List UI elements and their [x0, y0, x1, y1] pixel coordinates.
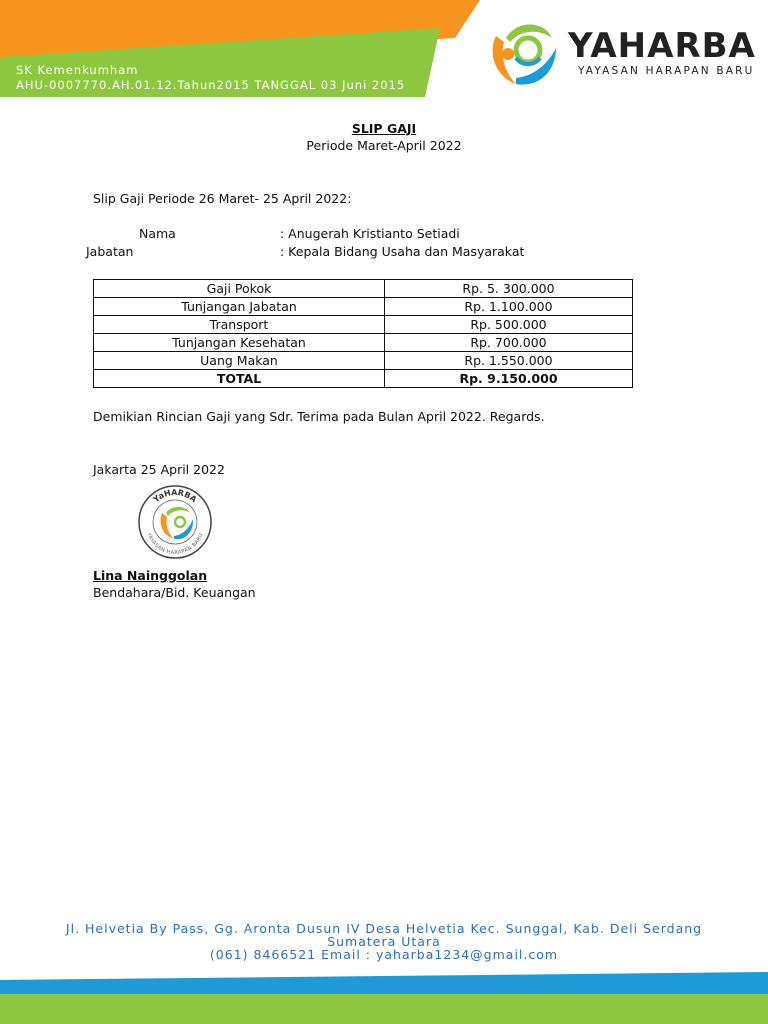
svg-text:YAYASAN HARAPAN BARU: YAYASAN HARAPAN BARU — [145, 532, 205, 557]
place-date: Jakarta 25 April 2022 — [93, 462, 225, 477]
footer-address-line-1: Jl. Helvetia By Pass, Gg. Aronta Dusun IV Desa Helvetia Kec. Sunggal, Kab. Deli Serdang — [65, 921, 703, 936]
amount-cell: Rp. 500.000 — [385, 316, 633, 334]
footer-address-line-2: Sumatera Utara — [327, 934, 441, 949]
table-row — [94, 298, 633, 316]
signer-role: Bendahara/Bid. Keuangan — [93, 585, 256, 600]
total-label-cell: TOTAL — [94, 370, 385, 388]
name-label: Nama — [139, 226, 176, 241]
stamp-seal-icon — [136, 483, 214, 561]
closing-text: Demikian Rincian Gaji yang Sdr. Terima pada Bulan April 2022. Regards. — [93, 409, 545, 424]
amount-cell: Rp. 700.000 — [385, 334, 633, 352]
signer-name: Lina Nainggolan — [93, 568, 208, 583]
document-period: Periode Maret-April 2022 — [306, 138, 462, 153]
sk-line-2: AHU-0007770.AH.01.12.Tahun2015 TANGGAL 03 Juni 2015 — [16, 78, 406, 92]
total-row — [94, 370, 633, 388]
name-value: : Anugerah Kristianto Setiadi — [280, 226, 460, 241]
brand-tagline: YAYASAN HARAPAN BARU — [578, 65, 755, 77]
item-cell: Tunjangan Jabatan — [94, 298, 385, 316]
footer-contact: (061) 8466521 Email : yaharba1234@gmail.com — [209, 947, 559, 962]
yaharba-logo-icon — [486, 18, 562, 88]
brand-name: YAHARBA — [568, 26, 756, 66]
svg-text:YaHARBA: YaHARBA — [151, 487, 199, 505]
sk-kemenkumham-text — [16, 63, 405, 93]
amount-cell: Rp. 1.550.000 — [385, 352, 633, 370]
table-row — [94, 316, 633, 334]
item-cell: Uang Makan — [94, 352, 385, 370]
footer-banner — [0, 966, 768, 1024]
table-row — [94, 352, 633, 370]
table-row — [94, 334, 633, 352]
document-title: SLIP GAJI — [351, 121, 417, 136]
intro-text: Slip Gaji Periode 26 Maret- 25 April 2022: — [93, 191, 352, 206]
salary-table — [93, 279, 633, 388]
item-cell: Gaji Pokok — [94, 280, 385, 298]
total-amount-cell: Rp. 9.150.000 — [385, 370, 633, 388]
position-value: : Kepala Bidang Usaha dan Masyarakat — [280, 244, 525, 259]
position-label: Jabatan — [86, 244, 134, 259]
amount-cell: Rp. 1.100.000 — [385, 298, 633, 316]
item-cell: Tunjangan Kesehatan — [94, 334, 385, 352]
sk-line-1: SK Kemenkumham — [16, 63, 139, 77]
amount-cell: Rp. 5. 300.000 — [385, 280, 633, 298]
item-cell: Transport — [94, 316, 385, 334]
table-row — [94, 280, 633, 298]
